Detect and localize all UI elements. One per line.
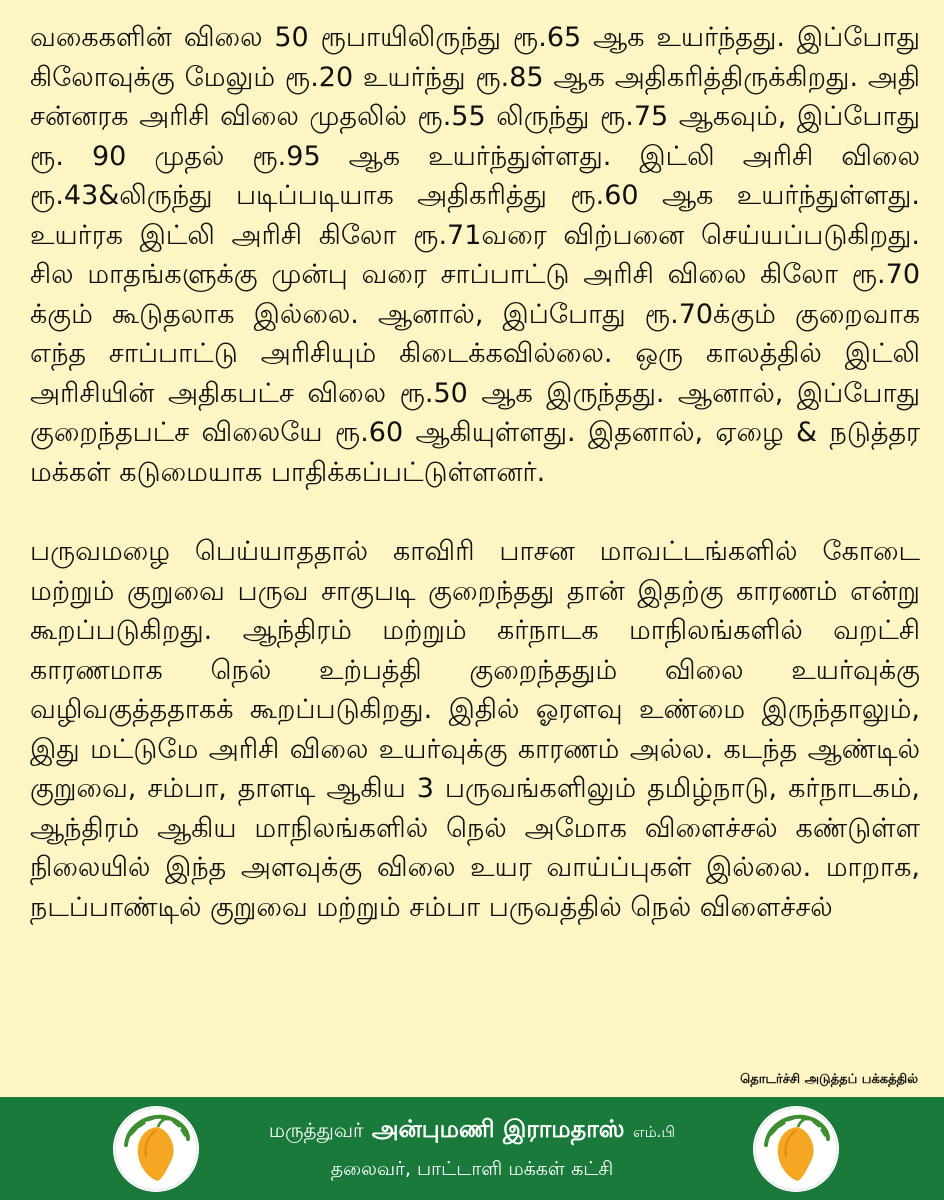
leader-title: தலைவர், பாட்டாளி மக்கள் கட்சி xyxy=(330,1158,614,1180)
leader-name-prefix: மருத்துவர் xyxy=(268,1118,364,1142)
article-body xyxy=(30,18,920,927)
mango-emblem-icon xyxy=(112,1105,200,1193)
continued-on-next-page-note: தொடர்ச்சி அடுத்தப் பக்கத்தில் xyxy=(740,1072,918,1087)
footer-banner xyxy=(0,1097,944,1200)
leader-name xyxy=(230,1111,714,1150)
footer-text-block xyxy=(230,1111,714,1186)
leader-name-suffix: எம்.பி xyxy=(632,1123,676,1141)
article-paragraph-2: பருவமழை பெய்யாததால் காவிரி பாசன மாவட்டங்களில் கோடை மற்றும் குறுவை பருவ சாகுபடி குறைந்தது தான் இதற்கு காரணம் என்று கூறப்படுகிறது. ஆந்திரம் மற்றும் கர்நாடக மாநிலங்களில் வறட்சி காரணமாக நெல் உற்பத்தி குறைந்ததும் விலை உயர்வுக்கு வழிவகுத்ததாகக் கூறப்படுகிறது. இதில் ஓரளவு உண்மை இருந்தாலும், இது மட்டுமே அரிசி விலை உயர்வுக்கு காரணம் அல்ல. கடந்த ஆண்டில் குறுவை, சம்பா, தாளடி ஆகிய 3 பருவங்களிலும் தமிழ்நாடு, கர்நாடகம், ஆந்திரம் ஆகிய மாநிலங்களில் நெல் அமோக விளைச்சல் கண்டுள்ள நிலையில் இந்த அளவுக்கு விலை உயர வாய்ப்புகள் இல்லை. மாறாக, நடப்பாண்டில் குறுவை மற்றும் சம்பா பருவத்தில் நெல் விளைச்சல் xyxy=(30,536,920,923)
leader-name-main: அன்புமணி இராமதாஸ் xyxy=(371,1115,625,1143)
article-paragraph-1: வகைகளின் விலை 50 ரூபாயிலிருந்து ரூ.65 ஆக உயர்ந்தது. இப்போது கிலோவுக்கு மேலும் ரூ.20 உயர்ந்து ரூ.85 ஆக அதிகரித்திருக்கிறது. அதி சன்னரக அரிசி விலை முதலில் ரூ.55 லிருந்து ரூ.75 ஆகவும், இப்போது ரூ. 90 முதல் ரூ.95 ஆக உயர்ந்துள்ளது. இட்லி அரிசி விலை ரூ.43&லிருந்து படிப்படியாக அதிகரித்து ரூ.60 ஆக உயர்ந்துள்ளது. உயர்ரக இட்லி அரிசி கிலோ ரூ.71வரை விற்பனை செய்யப்படுகிறது. சில மாதங்களுக்கு முன்பு வரை சாப்பாட்டு அரிசி விலை கிலோ ரூ.70 க்கும் கூடுதலாக இல்லை. ஆனால், இப்போது ரூ.70க்கும் குறைவாக எந்த சாப்பாட்டு அரிசியும் கிடைக்கவில்லை. ஒரு காலத்தில் இட்லி அரிசியின் அதிகபட்ச விலை ரூ.50 ஆக இருந்தது. ஆனால், இப்போது குறைந்தபட்ச விலையே ரூ.60 ஆகியுள்ளது. இதனால், ஏழை & நடுத்தர மக்கள் கடுமையாக பாதிக்கப்பட்டுள்ளனர். xyxy=(30,22,920,488)
mango-emblem-icon xyxy=(752,1105,840,1193)
